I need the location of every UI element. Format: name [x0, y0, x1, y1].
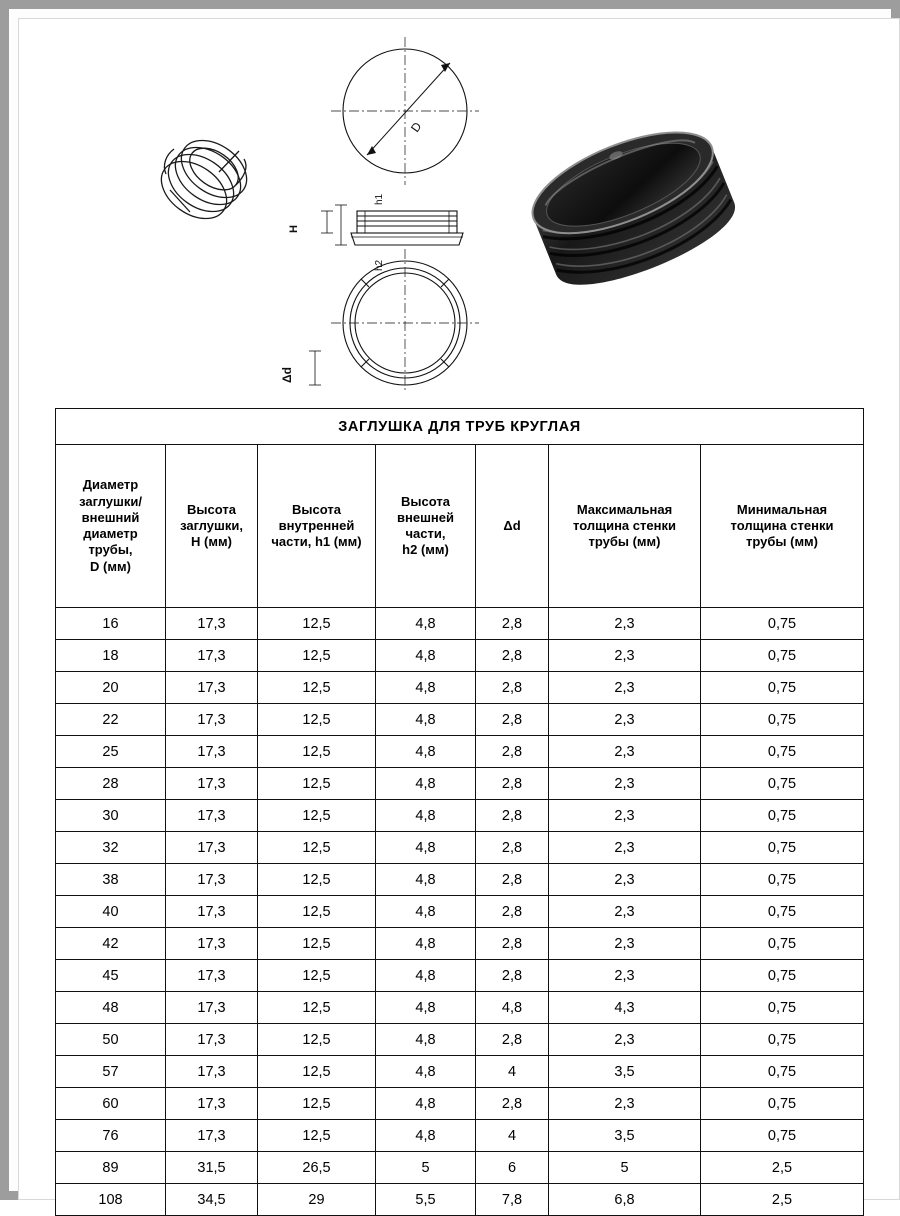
col-header-diameter: Диаметр заглушки/ внешний диаметр трубы, D (мм): [56, 445, 166, 608]
cell-diameter: 22: [56, 704, 166, 736]
cell-h2: 4,8: [376, 1120, 476, 1152]
cell-min-wall: 0,75: [701, 640, 864, 672]
cell-h: 17,3: [166, 992, 258, 1024]
table-row: [56, 1120, 864, 1152]
cell-max-wall: 2,3: [549, 768, 701, 800]
cell-max-wall: 3,5: [549, 1056, 701, 1088]
cell-h2: 4,8: [376, 1056, 476, 1088]
cell-h: 17,3: [166, 1056, 258, 1088]
cell-max-wall: 2,3: [549, 736, 701, 768]
cell-diameter: 48: [56, 992, 166, 1024]
cell-min-wall: 0,75: [701, 672, 864, 704]
col-header-min-wall: Минимальная толщина стенки трубы (мм): [701, 445, 864, 608]
table-row: [56, 896, 864, 928]
cell-min-wall: 0,75: [701, 928, 864, 960]
cell-h2: 4,8: [376, 1024, 476, 1056]
cell-max-wall: 2,3: [549, 672, 701, 704]
cell-h1: 12,5: [258, 864, 376, 896]
cell-min-wall: 0,75: [701, 1024, 864, 1056]
cell-max-wall: 2,3: [549, 928, 701, 960]
cell-delta-d: 4: [476, 1120, 549, 1152]
cell-max-wall: 2,3: [549, 800, 701, 832]
label-diameter: D: [407, 119, 425, 135]
table-row: [56, 992, 864, 1024]
cell-diameter: 50: [56, 1024, 166, 1056]
cell-h: 17,3: [166, 672, 258, 704]
cell-h2: 4,8: [376, 992, 476, 1024]
cell-h1: 12,5: [258, 704, 376, 736]
cell-diameter: 32: [56, 832, 166, 864]
cell-h1: 12,5: [258, 992, 376, 1024]
cell-diameter: 60: [56, 1088, 166, 1120]
cell-max-wall: 2,3: [549, 1088, 701, 1120]
cell-diameter: 40: [56, 896, 166, 928]
label-h1: h1: [374, 193, 385, 205]
spec-table: [55, 408, 864, 1216]
cell-h1: 29: [258, 1184, 376, 1216]
cell-delta-d: 2,8: [476, 704, 549, 736]
col-header-height-h2: Высота внешней части, h2 (мм): [376, 445, 476, 608]
cell-delta-d: 2,8: [476, 640, 549, 672]
table-body: [56, 608, 864, 1216]
cell-delta-d: 4: [476, 1056, 549, 1088]
cell-h2: 4,8: [376, 832, 476, 864]
cell-min-wall: 0,75: [701, 1056, 864, 1088]
cell-min-wall: 0,75: [701, 800, 864, 832]
table-row: [56, 832, 864, 864]
cell-diameter: 108: [56, 1184, 166, 1216]
cell-diameter: 38: [56, 864, 166, 896]
cell-h2: 4,8: [376, 608, 476, 640]
col-header-height-h: Высота заглушки, H (мм): [166, 445, 258, 608]
table-row: [56, 1056, 864, 1088]
cell-h2: 4,8: [376, 896, 476, 928]
cell-h2: 4,8: [376, 640, 476, 672]
table-row: [56, 1088, 864, 1120]
cell-delta-d: 2,8: [476, 1024, 549, 1056]
cell-h2: 4,8: [376, 800, 476, 832]
cell-h: 17,3: [166, 640, 258, 672]
cell-max-wall: 2,3: [549, 896, 701, 928]
cell-diameter: 57: [56, 1056, 166, 1088]
cell-min-wall: 0,75: [701, 832, 864, 864]
table-row: [56, 800, 864, 832]
cell-delta-d: 2,8: [476, 1088, 549, 1120]
cell-h1: 12,5: [258, 1056, 376, 1088]
cell-h1: 26,5: [258, 1152, 376, 1184]
cell-h2: 4,8: [376, 736, 476, 768]
cell-delta-d: 2,8: [476, 608, 549, 640]
col-header-delta-d: Δd: [476, 445, 549, 608]
cell-h1: 12,5: [258, 896, 376, 928]
cell-h2: 4,8: [376, 864, 476, 896]
cell-min-wall: 0,75: [701, 896, 864, 928]
cell-delta-d: 6: [476, 1152, 549, 1184]
table-row: [56, 1152, 864, 1184]
cell-delta-d: 2,8: [476, 672, 549, 704]
cell-delta-d: 2,8: [476, 864, 549, 896]
cell-delta-d: 2,8: [476, 736, 549, 768]
cell-h2: 4,8: [376, 960, 476, 992]
cell-h2: 4,8: [376, 928, 476, 960]
label-delta-d: Δd: [280, 367, 294, 383]
cell-max-wall: 3,5: [549, 1120, 701, 1152]
cell-min-wall: 0,75: [701, 768, 864, 800]
cell-min-wall: 0,75: [701, 608, 864, 640]
table-row: [56, 864, 864, 896]
cell-h2: 4,8: [376, 768, 476, 800]
cell-h1: 12,5: [258, 1088, 376, 1120]
page-content: [18, 18, 900, 1208]
cell-max-wall: 2,3: [549, 608, 701, 640]
cell-min-wall: 2,5: [701, 1184, 864, 1216]
cell-h: 17,3: [166, 608, 258, 640]
cell-h2: 5,5: [376, 1184, 476, 1216]
cell-min-wall: 0,75: [701, 736, 864, 768]
plug-line-drawing-icon: [144, 129, 274, 239]
cell-h1: 12,5: [258, 1024, 376, 1056]
cell-h1: 12,5: [258, 768, 376, 800]
cell-delta-d: 2,8: [476, 928, 549, 960]
cell-max-wall: 5: [549, 1152, 701, 1184]
cell-delta-d: 4,8: [476, 992, 549, 1024]
cell-h1: 12,5: [258, 960, 376, 992]
cell-min-wall: 0,75: [701, 992, 864, 1024]
table-row: [56, 704, 864, 736]
cell-delta-d: 7,8: [476, 1184, 549, 1216]
col-header-height-h1: Высота внутренней части, h1 (мм): [258, 445, 376, 608]
table-header-row: [56, 445, 864, 608]
cell-h1: 12,5: [258, 928, 376, 960]
cell-max-wall: 2,3: [549, 864, 701, 896]
cell-h2: 4,8: [376, 1088, 476, 1120]
table-row: [56, 736, 864, 768]
cell-diameter: 16: [56, 608, 166, 640]
cell-h: 17,3: [166, 704, 258, 736]
table-row: [56, 672, 864, 704]
table-title: ЗАГЛУШКА ДЛЯ ТРУБ КРУГЛАЯ: [56, 409, 864, 445]
cell-max-wall: 2,3: [549, 960, 701, 992]
cell-h1: 12,5: [258, 736, 376, 768]
cell-diameter: 18: [56, 640, 166, 672]
cell-h1: 12,5: [258, 832, 376, 864]
cell-delta-d: 2,8: [476, 832, 549, 864]
spec-table-container: [55, 408, 863, 1216]
cell-h: 17,3: [166, 1024, 258, 1056]
label-h: H: [288, 225, 300, 233]
cell-h: 17,3: [166, 736, 258, 768]
cell-h2: 4,8: [376, 672, 476, 704]
cell-min-wall: 0,75: [701, 1120, 864, 1152]
cell-min-wall: 0,75: [701, 704, 864, 736]
cell-diameter: 25: [56, 736, 166, 768]
cell-h1: 12,5: [258, 1120, 376, 1152]
table-row: [56, 928, 864, 960]
cell-max-wall: 2,3: [549, 1024, 701, 1056]
technical-drawing: [269, 33, 519, 393]
cell-h: 34,5: [166, 1184, 258, 1216]
cell-h: 17,3: [166, 800, 258, 832]
table-row: [56, 960, 864, 992]
cell-h: 17,3: [166, 960, 258, 992]
cell-h: 17,3: [166, 928, 258, 960]
cell-h2: 4,8: [376, 704, 476, 736]
cell-diameter: 76: [56, 1120, 166, 1152]
cell-min-wall: 0,75: [701, 1088, 864, 1120]
cell-delta-d: 2,8: [476, 960, 549, 992]
cell-h: 17,3: [166, 864, 258, 896]
cell-h: 17,3: [166, 1088, 258, 1120]
table-row: [56, 640, 864, 672]
col-header-max-wall: Максимальная толщина стенки трубы (мм): [549, 445, 701, 608]
cell-min-wall: 0,75: [701, 864, 864, 896]
cell-h: 17,3: [166, 896, 258, 928]
table-row: [56, 768, 864, 800]
cell-min-wall: 2,5: [701, 1152, 864, 1184]
cell-max-wall: 4,3: [549, 992, 701, 1024]
plug-photo: [524, 124, 774, 329]
cell-h1: 12,5: [258, 640, 376, 672]
cell-h: 31,5: [166, 1152, 258, 1184]
illustration-area: [19, 19, 899, 399]
label-h2: h2: [374, 259, 385, 271]
cell-diameter: 45: [56, 960, 166, 992]
cell-max-wall: 2,3: [549, 640, 701, 672]
cell-h1: 12,5: [258, 672, 376, 704]
cell-max-wall: 2,3: [549, 704, 701, 736]
cell-delta-d: 2,8: [476, 768, 549, 800]
table-row: [56, 1024, 864, 1056]
cell-delta-d: 2,8: [476, 800, 549, 832]
cell-h1: 12,5: [258, 800, 376, 832]
cell-h2: 5: [376, 1152, 476, 1184]
cell-h: 17,3: [166, 832, 258, 864]
cell-delta-d: 2,8: [476, 896, 549, 928]
cell-diameter: 20: [56, 672, 166, 704]
cell-diameter: 28: [56, 768, 166, 800]
cell-diameter: 89: [56, 1152, 166, 1184]
cell-diameter: 42: [56, 928, 166, 960]
cell-h: 17,3: [166, 1120, 258, 1152]
table-row: [56, 608, 864, 640]
cell-h1: 12,5: [258, 608, 376, 640]
cell-h: 17,3: [166, 768, 258, 800]
cell-max-wall: 2,3: [549, 832, 701, 864]
cell-max-wall: 6,8: [549, 1184, 701, 1216]
cell-min-wall: 0,75: [701, 960, 864, 992]
cell-diameter: 30: [56, 800, 166, 832]
